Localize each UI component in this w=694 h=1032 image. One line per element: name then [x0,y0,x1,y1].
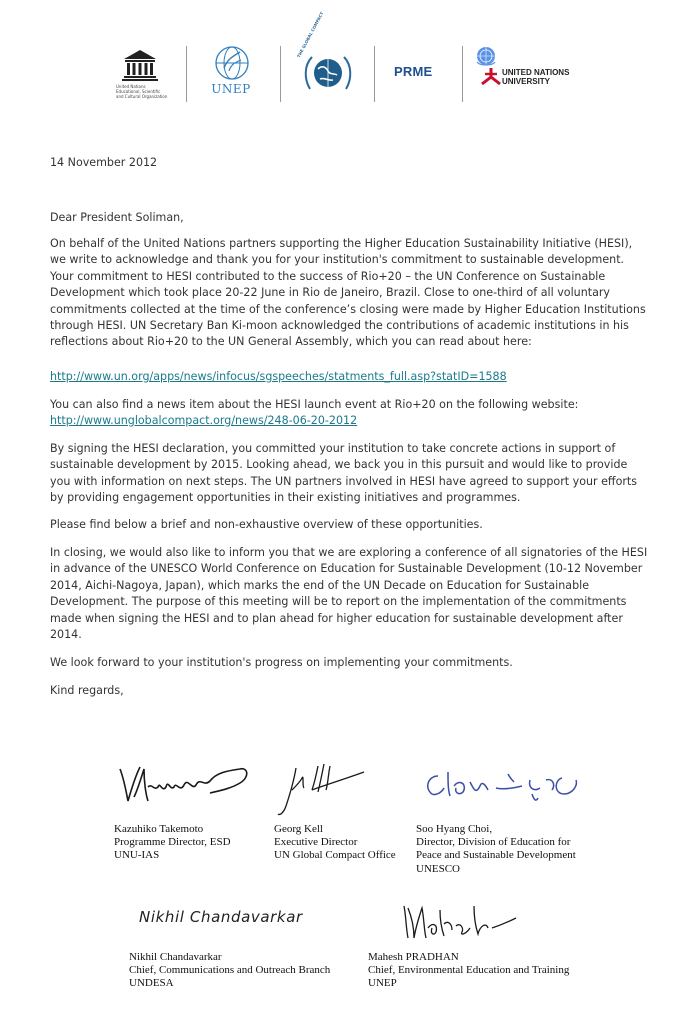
logo-divider [186,46,187,102]
link-row [50,369,650,385]
signatory-org: UNEP [368,977,397,990]
partner-logos [110,10,610,104]
unep-globe-icon [212,44,252,82]
signatory-title: Chief, Communications and Outreach Branch [129,964,331,977]
unu-mark-icon [478,66,504,88]
unu-text-line1: UNITED NATIONS [502,68,570,77]
signature-choi [418,764,588,810]
link-row [50,413,650,429]
signatory-org: UNU-IAS [114,849,160,862]
signatory-org: UNESCO [416,862,461,875]
signatory-title: Executive Director [274,836,358,849]
unu-text-line2: UNIVERSITY [502,77,551,86]
signature-kell [272,760,372,820]
signatory-org: UNDESA [129,977,174,990]
signatory-title: Peace and Sustainable Development [416,849,576,862]
signatory-name: Mahesh PRADHAN [368,951,459,963]
letter-paragraph: Please find below a brief and non-exhaustive overview of these opportunities. [50,518,483,531]
unu-logo [472,42,610,104]
global-compact-news-link[interactable]: http://www.unglobalcompact.org/news/248-06-20-2012 [50,414,358,427]
logo-divider [374,46,375,102]
signature-chandavarkar: Nikhil Chandavarkar [139,908,303,926]
prme-logo [394,42,454,104]
unu-text [502,68,569,86]
unep-logo [204,42,260,104]
signatory-title: Programme Director, ESD [114,836,231,849]
unesco-temple-icon [120,48,160,82]
letter-date: 14 November 2012 [50,156,158,169]
unep-text: UNEP [211,82,251,96]
unesco-logo [110,42,176,104]
signatory-block [129,951,330,991]
letter-paragraph: You can also find a news item about the HESI launch event at Rio+20 on the following website: [50,398,579,411]
signature-pradhan [398,898,528,948]
signatory-block [114,823,231,863]
signatory-block [274,823,396,863]
letter-closing: Kind regards, [50,684,124,697]
signatory-block [368,951,569,991]
signatory-org: UN Global Compact Office [274,849,396,862]
letter-paragraph: In closing, we would also like to inform you that we are exploring a conference of all signatories of the HESI in advance of the UNESCO World Conference on Education for Sustainable Development (10-12 November 2014, Aichi-Nagoya, Japan), which marks the end of the UN Decade on Education for Sustainable Development. The purpose of this meeting will be to report on the implementation of the commitments made when signing the HESI and to plan ahead for higher education for sustainable development after 2014. [50,546,648,642]
logo-divider [462,46,463,102]
signature-takemoto [114,757,254,807]
signatory-title: Chief, Environmental Education and Training [368,964,570,977]
prme-text: PRME [394,64,433,79]
signatory-name: Kazuhiko Takemoto [114,823,204,835]
letter-salutation: Dear President Soliman, [50,211,184,224]
signatory-block [416,823,576,876]
global-compact-logo [296,10,360,104]
unesco-text: United Nations Educational, Scientific and Cultural Organization [116,84,168,99]
signatory-name: Soo Hyang Choi, [416,823,493,835]
signatory-title: Director, Division of Education for [416,836,571,849]
signatory-name: Georg Kell [274,823,323,835]
letter-paragraph: By signing the HESI declaration, you committed your institution to take concrete actions in support of sustainable development by 2015. Looking ahead, we back you in this pursuit and would like to provide you with information on next steps. The UN partners involved in HESI have agreed to support your efforts by providing engagement opportunities in their existing initiatives and programmes. [50,442,638,505]
global-compact-globe-icon [300,45,356,101]
signatory-name: Nikhil Chandavarkar [129,951,222,963]
rio20-speech-link[interactable]: http://www.un.org/apps/news/infocus/sgspeeches/statments_full.asp?statID=1588 [50,370,507,383]
letter-paragraph: On behalf of the United Nations partners supporting the Higher Education Sustainability Initiative (HESI), we write to acknowledge and thank you for your institution's commitment to sustainable development. Your commitment to HESI contributed to the success of Rio+20 – the UN Conference on Sustainable Development which took place 20-22 June in Rio de Janeiro, Brazil. Close to one-third of all voluntary commitments collected at the time of the conference’s closing were made by Higher Education Institutions through HESI. UN Secretary Ban Ki-moon acknowledged the contributions of academic institutions in his reflections about Rio+20 to the UN General Assembly, which you can read about here: [50,237,646,349]
logo-divider [280,46,281,102]
global-compact-text: THE GLOBAL COMPACT [296,10,325,59]
un-emblem-icon [474,44,498,68]
letter-paragraph: We look forward to your institution's progress on implementing your commitments. [50,656,513,669]
